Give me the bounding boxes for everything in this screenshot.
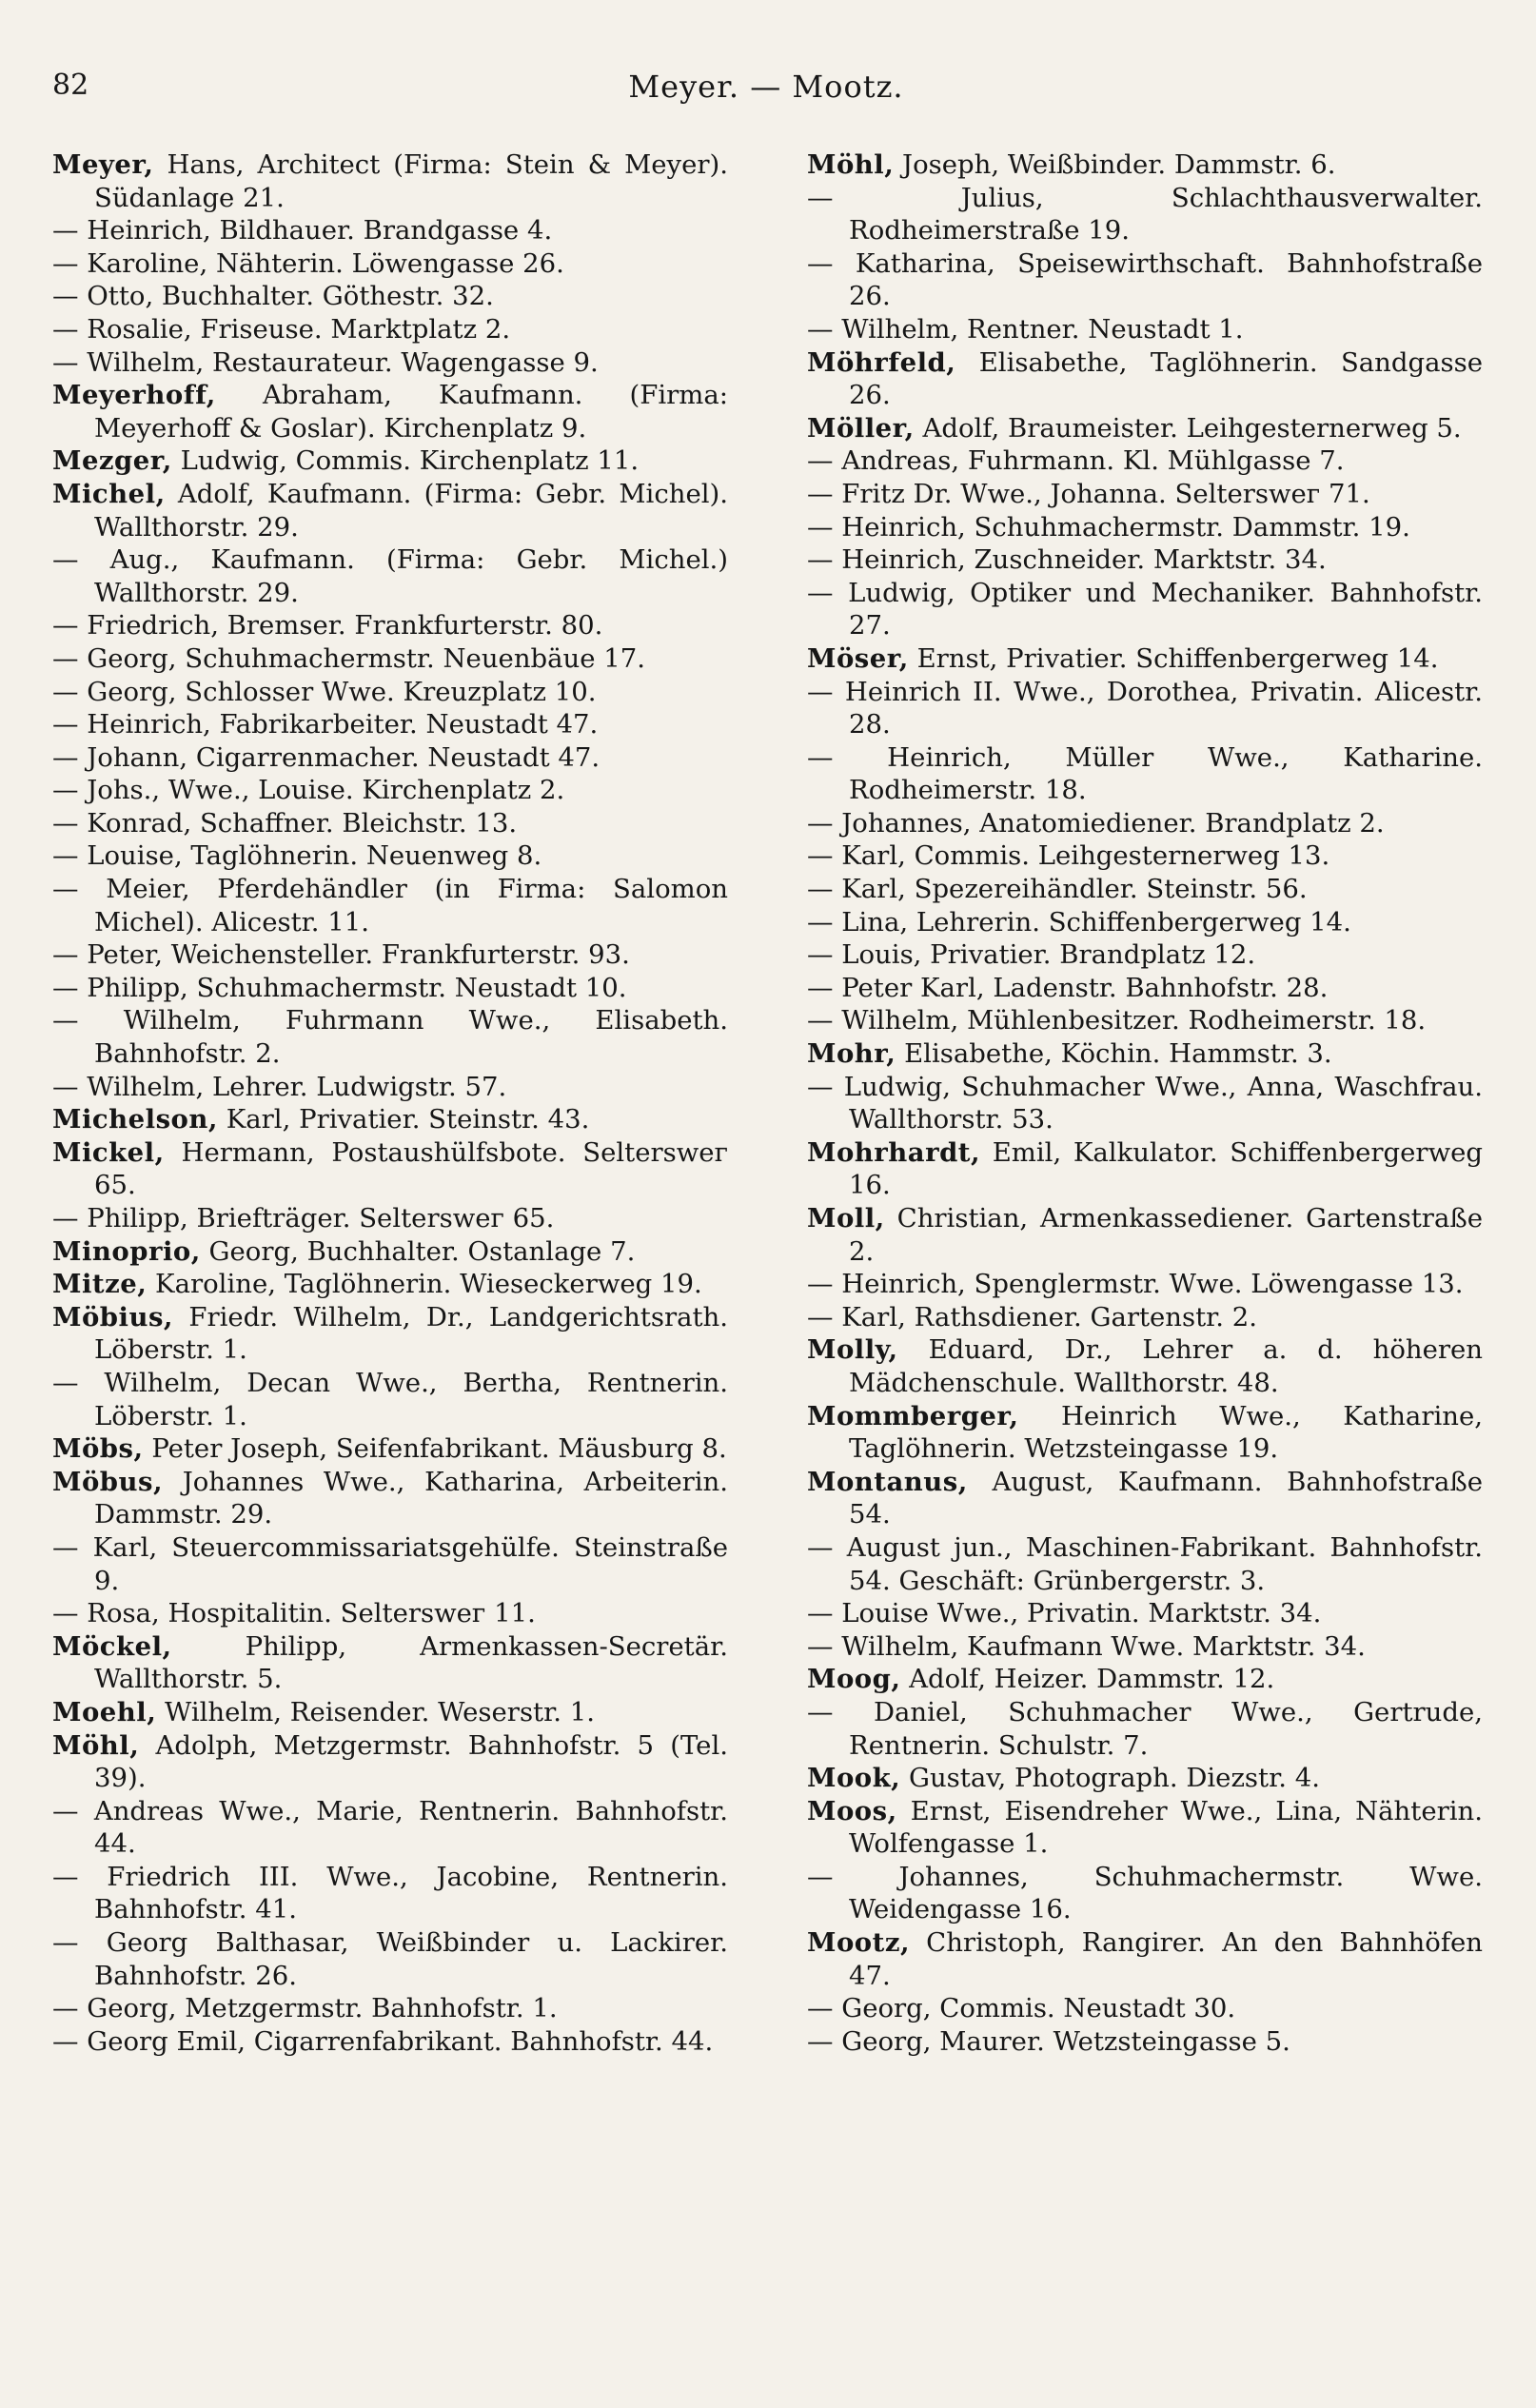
entry-text: — Julius, Schlachthausverwalter. Rodheimerstraße 19. [807, 182, 1483, 247]
entry-text: — Karl, Steuercommissariatsgehülfe. Steinstraße 9. [52, 1531, 728, 1596]
entry-text: Elisabethe, Taglöhnerin. Sandgasse 26. [849, 346, 1483, 411]
directory-entry [807, 2025, 1483, 2059]
entry-text: — Heinrich, Müller Wwe., Katharine. Rodheimerstr. 18. [807, 741, 1483, 806]
directory-entry [807, 1762, 1483, 1795]
entry-text: — Louise Wwe., Privatin. Marktstr. 34. [807, 1598, 1322, 1629]
page-number: 82 [52, 69, 89, 102]
entry-text: — Heinrich, Zuschneider. Marktstr. 34. [807, 544, 1327, 576]
entry-text: Adolf, Kaufmann. (Firma: Gebr. Michel). Wallthorstr. 29. [94, 478, 728, 543]
entry-text: — Ludwig, Optiker und Mechaniker. Bahnhofstr. 27. [807, 577, 1483, 641]
directory-entry [807, 1202, 1483, 1268]
entry-surname: Meyer, [52, 149, 154, 180]
entry-text: — Peter Karl, Ladenstr. Bahnhofstr. 28. [807, 972, 1329, 1003]
directory-entry [52, 1992, 728, 2025]
directory-entry [807, 972, 1483, 1005]
entry-text: Christian, Armenkassediener. Gartenstraße 2. [849, 1203, 1483, 1267]
directory-entry [807, 1926, 1483, 1992]
directory-entry [807, 1992, 1483, 2025]
directory-entry [52, 1136, 728, 1202]
entry-text: — Wilhelm, Lehrer. Ludwigstr. 57. [52, 1071, 507, 1102]
directory-entry [807, 1037, 1483, 1071]
entry-text: — Heinrich II. Wwe., Dorothea, Privatin. Alicestr. 28. [807, 676, 1483, 740]
entry-text: — Karoline, Nähterin. Löwengasse 26. [52, 247, 564, 279]
entry-text: — Katharina, Speisewirthschaft. Bahnhofstraße 26. [807, 247, 1483, 312]
directory-entry [52, 148, 728, 214]
directory-entry [807, 1136, 1483, 1202]
entry-text: Karl, Privatier. Steinstr. 43. [217, 1104, 590, 1135]
entry-text: Adolf, Heizer. Dammstr. 12. [900, 1664, 1275, 1695]
entry-text: Georg, Buchhalter. Ostanlage 7. [200, 1235, 636, 1267]
entry-surname: Mezger, [52, 445, 172, 477]
entry-text: Adolph, Metzgermstr. Bahnhofstr. 5 (Tel. 39). [94, 1729, 728, 1794]
entry-text: — Andreas Wwe., Marie, Rentnerin. Bahnhofstr. 44. [52, 1795, 728, 1860]
directory-entry [52, 676, 728, 709]
directory-entry [52, 609, 728, 642]
directory-entry [807, 313, 1483, 346]
entry-text: — Wilhelm, Fuhrmann Wwe., Elisabeth. Bahnhofstr. 2. [52, 1005, 728, 1070]
entry-text: Philipp, Armenkassen-Secretär. Wallthorstr. 5. [94, 1630, 728, 1695]
directory-entry [807, 873, 1483, 906]
directory-entry [807, 1663, 1483, 1696]
entry-text: — Georg Balthasar, Weißbinder u. Lackirer. Bahnhofstr. 26. [52, 1927, 728, 1991]
entry-text: Peter Joseph, Seifenfabrikant. Mäusburg 8. [143, 1433, 727, 1465]
directory-entry [52, 379, 728, 444]
entry-text: — Wilhelm, Restaurateur. Wagengasse 9. [52, 346, 599, 378]
entry-text: — Aug., Kaufmann. (Firma: Gebr. Michel.) Wallthorstr. 29. [52, 544, 728, 608]
directory-entry [52, 1071, 728, 1104]
entry-surname: Mook, [807, 1763, 901, 1794]
directory-entry [52, 1531, 728, 1597]
entry-text: Wilhelm, Reisender. Weserstr. 1. [156, 1696, 595, 1727]
entry-text: — Heinrich, Bildhauer. Brandgasse 4. [52, 215, 553, 247]
entry-text: — Wilhelm, Kaufmann Wwe. Marktstr. 34. [807, 1630, 1366, 1662]
entry-surname: Möbius, [52, 1301, 174, 1332]
page-header [52, 69, 1480, 126]
directory-entry [807, 412, 1483, 445]
directory-entry [52, 873, 728, 938]
directory-entry [807, 741, 1483, 807]
entry-text: — Meier, Pferdehändler (in Firma: Salomon Michel). Alicestr. 11. [52, 874, 728, 938]
directory-entry [807, 839, 1483, 873]
directory-entry [52, 642, 728, 676]
directory-entry [52, 1597, 728, 1630]
directory-entry [807, 1004, 1483, 1037]
entry-surname: Möser, [807, 642, 909, 674]
directory-entry [807, 1268, 1483, 1301]
left-column [52, 148, 728, 2058]
entry-surname: Molly, [807, 1334, 898, 1366]
entry-surname: Moos, [807, 1795, 897, 1826]
entry-text: — Heinrich, Fabrikarbeiter. Neustadt 47. [52, 709, 599, 740]
directory-entry [807, 642, 1483, 676]
entry-text: August, Kaufmann. Bahnhofstraße 54. [849, 1466, 1483, 1530]
entry-text: Christoph, Rangirer. An den Bahnhöfen 47. [849, 1927, 1483, 1991]
directory-entry [807, 148, 1483, 182]
entry-text: — Rosalie, Friseuse. Marktplatz 2. [52, 313, 511, 345]
right-column [807, 148, 1483, 2058]
entry-surname: Mickel, [52, 1136, 165, 1168]
entry-surname: Meyerhoff, [52, 380, 216, 411]
entry-text: Ludwig, Commis. Kirchenplatz 11. [171, 445, 640, 477]
entry-text: — Louise, Taglöhnerin. Neuenweg 8. [52, 840, 542, 872]
entry-surname: Möller, [807, 412, 915, 444]
directory-entry [807, 346, 1483, 412]
directory-entry [52, 444, 728, 478]
directory-entry [52, 1861, 728, 1926]
entry-text: — Georg, Schlosser Wwe. Kreuzplatz 10. [52, 676, 597, 707]
entry-text: Emil, Kalkulator. Schiffenbergerweg 16. [849, 1136, 1483, 1201]
directory-entry [52, 1729, 728, 1795]
directory-entry [807, 1597, 1483, 1630]
entry-text: Gustav, Photograph. Diezstr. 4. [900, 1763, 1320, 1794]
entry-text: — Heinrich, Spenglermstr. Wwe. Löwengasse 13. [807, 1269, 1464, 1300]
directory-entry [807, 1333, 1483, 1399]
entry-text: — Philipp, Briefträger. Selterswег 65. [52, 1203, 555, 1234]
directory-entry [807, 182, 1483, 247]
directory-entry [807, 1466, 1483, 1531]
entry-surname: Möhrfeld, [807, 346, 956, 378]
directory-entry [52, 543, 728, 609]
entry-text: — Wilhelm, Mühlenbesitzer. Rodheimerstr. 18. [807, 1005, 1427, 1036]
entry-text: — Johannes, Anatomiediener. Brandplatz 2. [807, 807, 1385, 839]
directory-entry [52, 1268, 728, 1301]
entry-surname: Möhl, [807, 149, 895, 180]
entry-text: — Daniel, Schuhmacher Wwe., Gertrude, Rentnerin. Schulstr. 7. [807, 1696, 1483, 1761]
entry-text: Joseph, Weißbinder. Dammstr. 6. [894, 149, 1336, 180]
entry-text: Adolf, Braumeister. Leihgesternerweg 5. [914, 412, 1462, 444]
entry-surname: Möhl, [52, 1729, 140, 1761]
directory-entry [52, 247, 728, 281]
directory-entry [52, 972, 728, 1005]
entry-text: Eduard, Dr., Lehrer a. d. höheren Mädchenschule. Wallthorstr. 48. [849, 1334, 1483, 1398]
directory-entry [807, 938, 1483, 972]
entry-text: — Lina, Lehrerin. Schiffenbergerweg 14. [807, 906, 1351, 938]
entry-text: — Konrad, Schaffner. Bleichstr. 13. [52, 807, 518, 839]
directory-entry [52, 708, 728, 741]
entry-text: — Karl, Commis. Leihgesternerweg 13. [807, 840, 1330, 872]
entry-surname: Moll, [807, 1203, 885, 1234]
entry-surname: Mommberger, [807, 1400, 1019, 1431]
directory-entry [807, 1861, 1483, 1926]
entry-text: — Georg, Schuhmachermstr. Neuenbäue 17. [52, 642, 645, 674]
entry-surname: Mohrhardt, [807, 1136, 981, 1168]
directory-entry [807, 1071, 1483, 1136]
directory-entry [52, 1696, 728, 1729]
directory-entry [52, 1466, 728, 1531]
directory-entry [52, 1004, 728, 1070]
entry-text: Ernst, Eisendreher Wwe., Lina, Nähterin. Wolfengasse 1. [849, 1795, 1483, 1860]
directory-entry [807, 1400, 1483, 1466]
entry-text: — Johann, Cigarrenmacher. Neustadt 47. [52, 741, 601, 773]
entry-text: — Georg, Metzgermstr. Bahnhofstr. 1. [52, 1993, 558, 2024]
directory-entry [52, 280, 728, 313]
entry-surname: Mitze, [52, 1269, 148, 1300]
directory-entry [807, 807, 1483, 840]
entry-surname: Möbs, [52, 1433, 144, 1465]
entry-surname: Möbus, [52, 1466, 164, 1497]
directory-entry [52, 1202, 728, 1235]
directory-entry [807, 247, 1483, 313]
directory-entry [52, 938, 728, 972]
directory-entry [52, 478, 728, 543]
entry-surname: Minoprio, [52, 1235, 201, 1267]
entry-text: — Johs., Wwe., Louise. Kirchenplatz 2. [52, 775, 565, 806]
entry-text: — Fritz Dr. Wwe., Johanna. Selterswег 71. [807, 478, 1370, 509]
directory-entry [52, 741, 728, 775]
entry-surname: Mohr, [807, 1038, 896, 1070]
directory-entry [52, 346, 728, 380]
directory-entry [52, 2025, 728, 2059]
directory-entry [52, 1795, 728, 1861]
entry-surname: Moog, [807, 1664, 901, 1695]
entry-text: — Friedrich III. Wwe., Jacobine, Rentnerin. Bahnhofstr. 41. [52, 1861, 728, 1925]
directory-entry [807, 511, 1483, 544]
entry-text: — Karl, Rathsdiener. Gartenstr. 2. [807, 1301, 1258, 1332]
directory-entry [807, 444, 1483, 478]
directory-entry [52, 1432, 728, 1466]
entry-text: — Wilhelm, Rentner. Neustadt 1. [807, 313, 1244, 345]
directory-entry [807, 1795, 1483, 1861]
directory-entry [807, 676, 1483, 741]
directory-entry [52, 1926, 728, 1992]
entry-surname: Moehl, [52, 1696, 157, 1727]
directory-entry [52, 214, 728, 247]
entry-surname: Mootz, [807, 1927, 911, 1959]
entry-text: — Georg Emil, Cigarrenfabrikant. Bahnhofstr. 44. [52, 2025, 714, 2057]
entry-surname: Möckel, [52, 1630, 172, 1662]
entry-text: Friedr. Wilhelm, Dr., Landgerichtsrath. Löberstr. 1. [94, 1301, 728, 1366]
entry-text: — Friedrich, Bremser. Frankfurterstr. 80. [52, 610, 603, 641]
directory-entry [807, 1630, 1483, 1664]
entry-text: — Johannes, Schuhmachermstr. Wwe. Weidengasse 16. [807, 1861, 1483, 1925]
directory-entry [52, 1367, 728, 1432]
entry-text: — Wilhelm, Decan Wwe., Bertha, Rentnerin. Löberstr. 1. [52, 1367, 728, 1431]
entry-surname: Michel, [52, 478, 166, 509]
entry-text: — Peter, Weichensteller. Frankfurterstr. 93. [52, 939, 630, 971]
directory-entry [807, 577, 1483, 642]
entry-text: — Rosa, Hospitalitin. Selterswег 11. [52, 1598, 536, 1629]
entry-text: Abraham, Kaufmann. (Firma: Meyerhoff & Goslar). Kirchenplatz 9. [94, 380, 728, 444]
entry-text: Heinrich Wwe., Katharine, Taglöhnerin. Wetzsteingasse 19. [849, 1400, 1483, 1465]
directory-entry [807, 478, 1483, 511]
entry-text: Elisabethe, Köchin. Hammstr. 3. [896, 1038, 1332, 1070]
entry-text: — Philipp, Schuhmachermstr. Neustadt 10. [52, 972, 627, 1003]
entry-text: Ernst, Privatier. Schiffenbergerweg 14. [908, 642, 1439, 674]
directory-entry [807, 543, 1483, 577]
entry-text: Hans, Architect (Firma: Stein & Meyer). Südanlage 21. [94, 149, 728, 213]
entry-text: — Georg, Commis. Neustadt 30. [807, 1993, 1236, 2024]
directory-entry [807, 906, 1483, 939]
directory-entry [52, 1301, 728, 1367]
entry-text: — Andreas, Fuhrmann. Kl. Mühlgasse 7. [807, 445, 1345, 477]
entry-text: Hermann, Postaushülfsbote. Selterswег 65. [94, 1136, 728, 1201]
directory-entry [807, 1531, 1483, 1597]
entry-text: — Heinrich, Schuhmachermstr. Dammstr. 19. [807, 511, 1410, 543]
entry-text: — August jun., Maschinen-Fabrikant. Bahnhofstr. 54. Geschäft: Grünbergerstr. 3. [807, 1531, 1483, 1596]
directory-entry [52, 839, 728, 873]
directory-entry [52, 313, 728, 346]
entry-surname: Michelson, [52, 1104, 218, 1135]
directory-entry [52, 807, 728, 840]
directory-entry [52, 1630, 728, 1696]
directory-entry [52, 1103, 728, 1136]
directory-entry [807, 1696, 1483, 1762]
entry-text: — Otto, Buchhalter. Göthestr. 32. [52, 281, 494, 312]
running-title: Meyer. — Mootz. [628, 69, 904, 105]
entry-text: — Ludwig, Schuhmacher Wwe., Anna, Waschfrau. Wallthorstr. 53. [807, 1071, 1483, 1135]
directory-entry [52, 774, 728, 807]
entry-text: — Louis, Privatier. Brandplatz 12. [807, 939, 1256, 971]
entry-surname: Montanus, [807, 1466, 968, 1497]
directory-entry [807, 1301, 1483, 1334]
entry-text: Johannes Wwe., Katharina, Arbeiterin. Dammstr. 29. [94, 1466, 728, 1530]
entry-text: — Karl, Spezereihändler. Steinstr. 56. [807, 874, 1308, 905]
directory-entry [52, 1235, 728, 1269]
entry-text: Karoline, Taglöhnerin. Wieseckerweg 19. [147, 1269, 702, 1300]
entry-text: — Georg, Maurer. Wetzsteingasse 5. [807, 2025, 1290, 2057]
